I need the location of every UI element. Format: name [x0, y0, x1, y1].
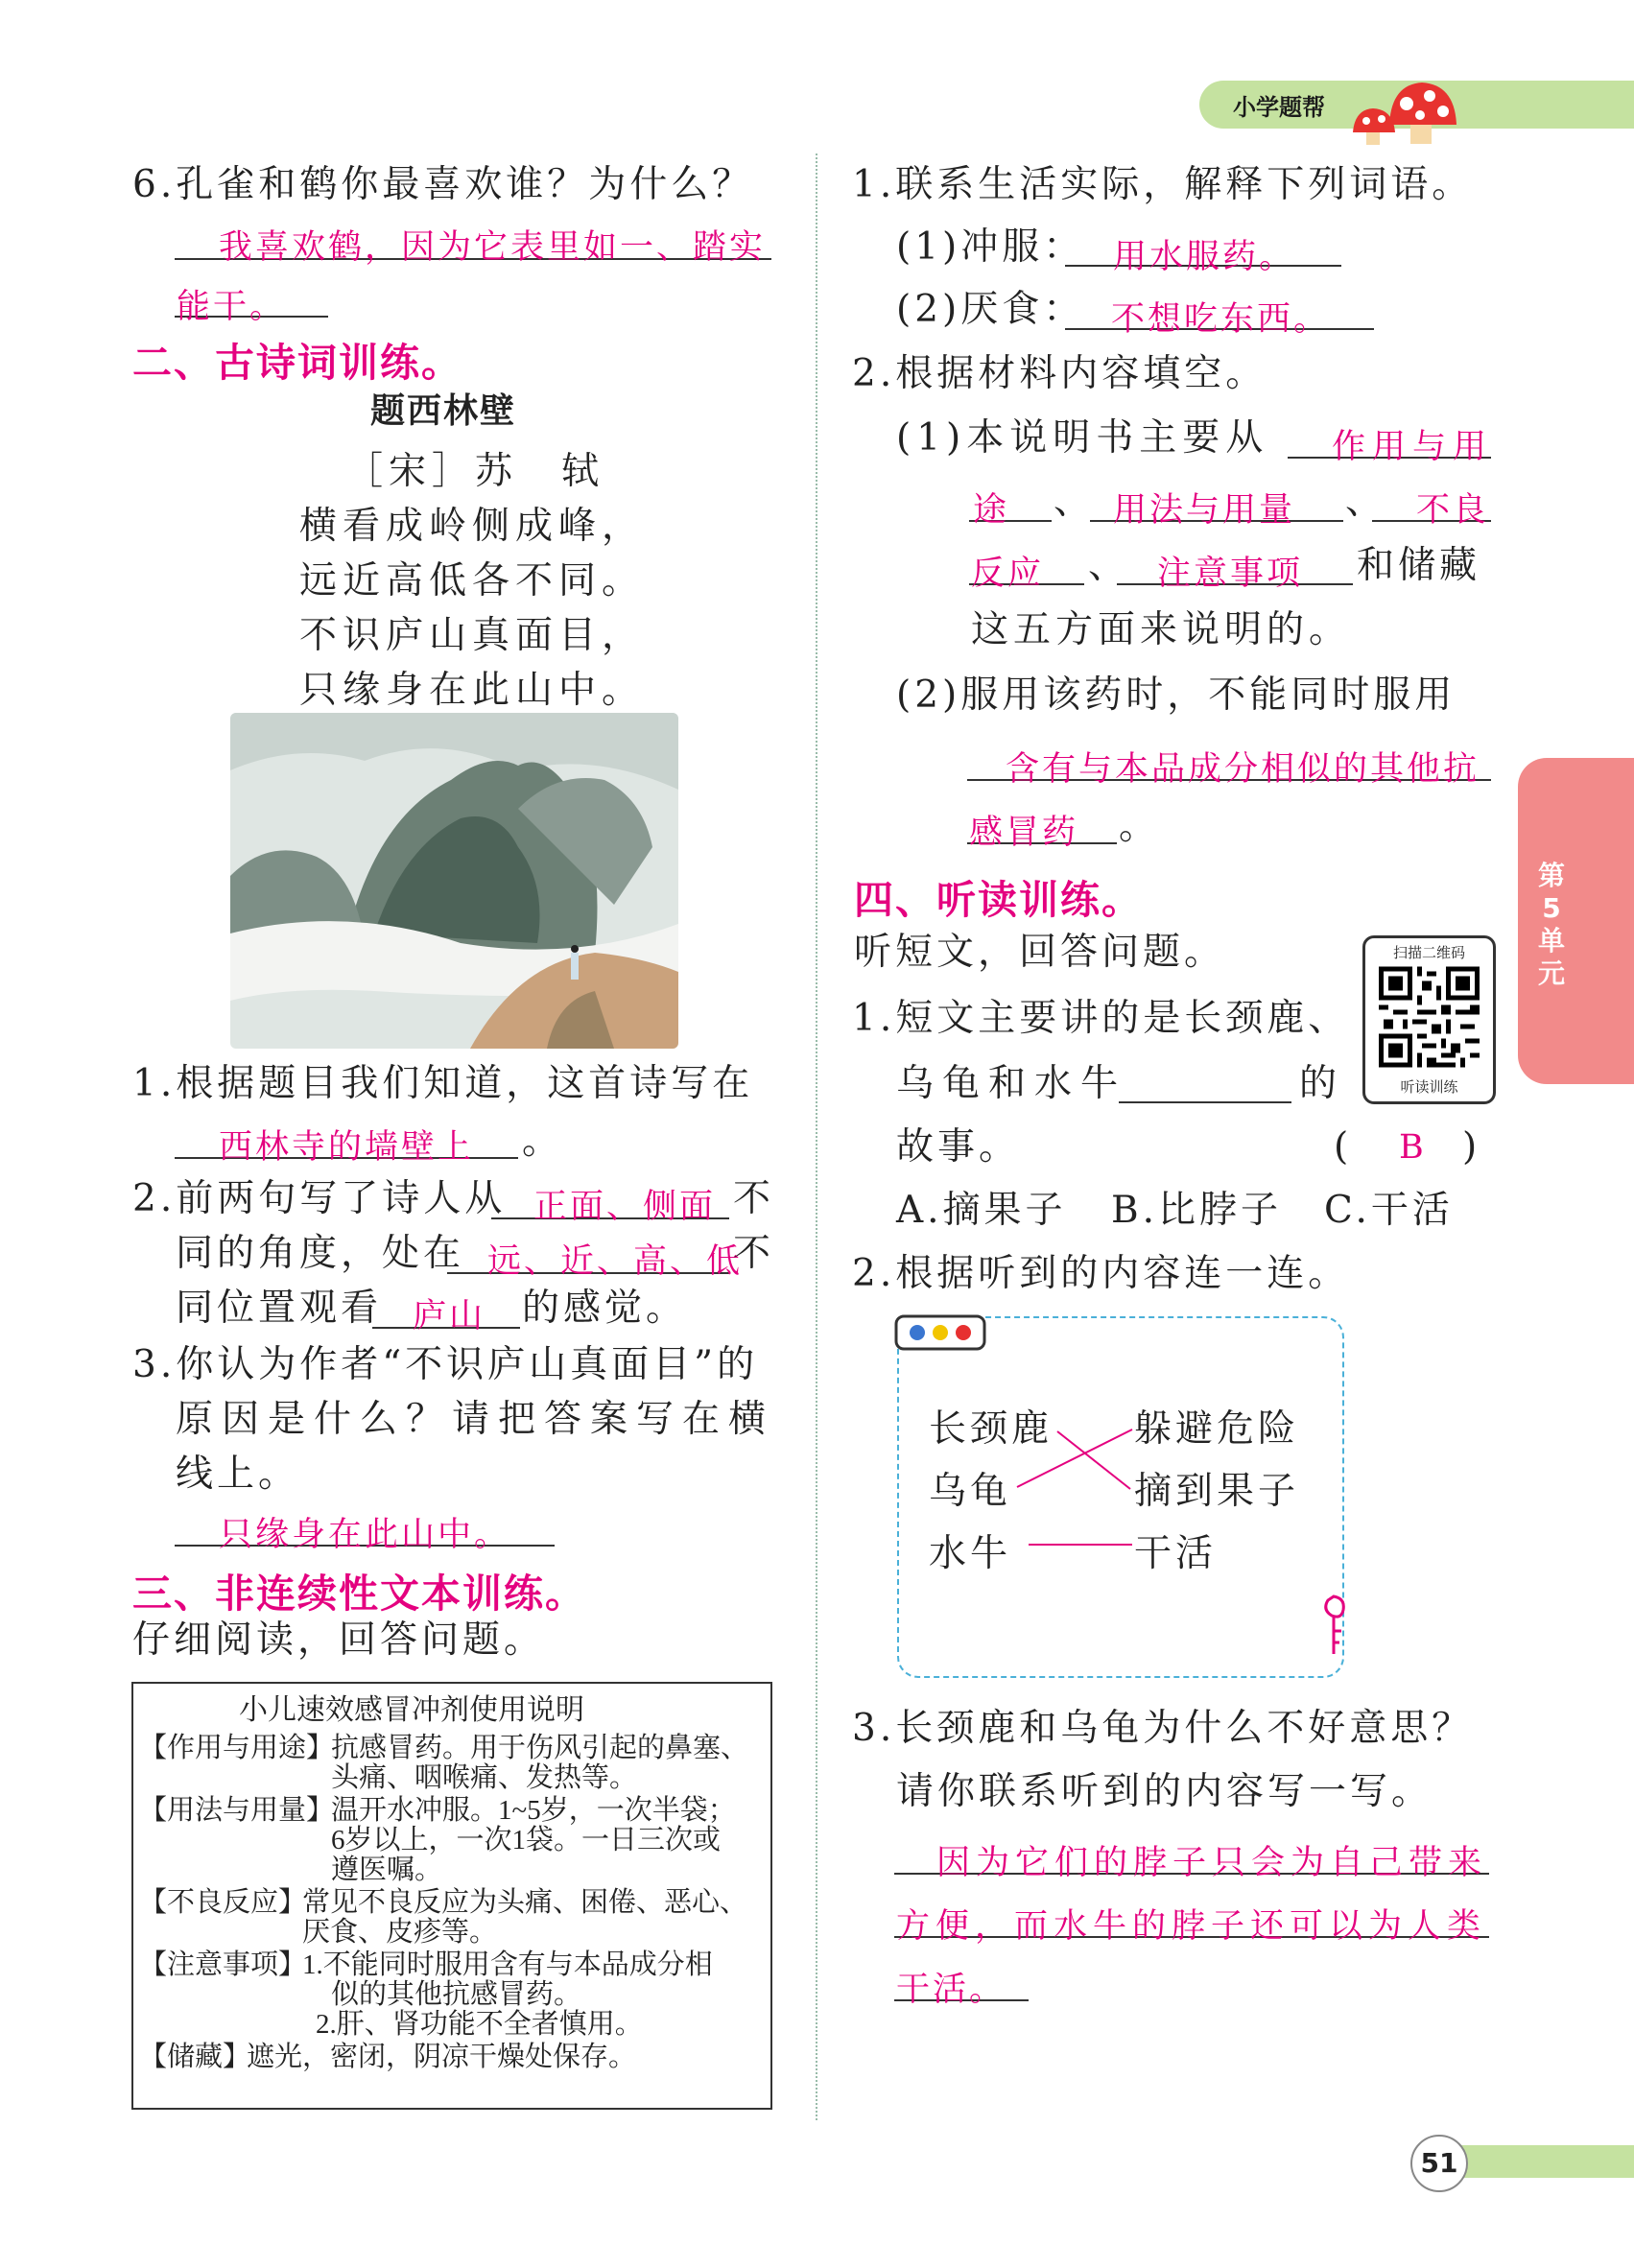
text: 乌龟和水牛	[896, 1062, 1127, 1105]
answer-text: 不想吃东西。	[1111, 300, 1331, 339]
answer-text: 我喜欢鹤，因为它表里如一、踏实	[219, 228, 767, 267]
poem-title: 题西林壁	[370, 391, 517, 431]
answer-text: 正面、侧面	[533, 1188, 717, 1226]
box-text: 2.肝、肾功能不全者慎用。	[316, 2009, 643, 2040]
qr-top-label: 扫描二维码	[1392, 944, 1465, 961]
text: 原因是什么？请把答案写在横	[176, 1398, 775, 1441]
question-1: 1.联系生活实际，解释下列词语。	[852, 163, 1474, 206]
question-1: 1.短文主要讲的是长颈鹿、	[852, 997, 1350, 1040]
box-text: 常见不良反应为头痛、困倦、恶心、	[302, 1887, 748, 1918]
unit-tab-label: 第5单元	[1537, 860, 1565, 989]
answer-text: 只缘身在此山中。	[219, 1516, 511, 1554]
poem-line: 只缘身在此山中。	[299, 669, 646, 712]
instruction: 听短文，回答问题。	[854, 931, 1226, 974]
question-2: 2.前两句写了诗人从	[132, 1177, 507, 1220]
answer-text: 庐山	[413, 1297, 486, 1335]
box-label: 【作用与用途】	[139, 1733, 335, 1763]
box-text: 头痛、咽喉痛、发热等。	[331, 1762, 638, 1793]
match-left-item: 水牛	[929, 1532, 1012, 1575]
text: 故事。	[896, 1125, 1021, 1169]
text: 请你联系听到的内容写一写。	[896, 1770, 1433, 1813]
box-text: 似的其他抗感冒药。	[331, 1979, 582, 2010]
instruction: 仔细阅读，回答问题。	[132, 1618, 546, 1662]
answer-choice: B	[1399, 1128, 1427, 1167]
box-text: 抗感冒药。用于伤风引起的鼻塞、	[331, 1733, 749, 1763]
answer-text: 用水服药。	[1113, 238, 1296, 276]
question-2: 2.根据听到的内容连一连。	[852, 1252, 1350, 1295]
instructions-box	[131, 1682, 772, 2110]
mushroom-icon	[1343, 56, 1468, 147]
question-6: 6.孔雀和鹤你最喜欢谁？为什么？	[132, 163, 754, 206]
text: 不	[733, 1232, 775, 1275]
answer-text: 方便，而水牛的脖子还可以为人类	[896, 1907, 1487, 1946]
separator: 、	[1088, 544, 1130, 587]
punctuation: 。	[522, 1120, 564, 1163]
lushan-painting	[230, 713, 678, 1049]
option-b: B.比脖子	[1111, 1189, 1283, 1232]
section-heading: 二、古诗词训练。	[132, 340, 462, 386]
qr-code[interactable]	[1362, 935, 1496, 1104]
box-label: 【用法与用量】	[139, 1795, 335, 1826]
answer-text: 西林寺的墙壁上	[219, 1128, 475, 1167]
match-right-item: 干活	[1134, 1532, 1218, 1575]
separator: 、	[1345, 480, 1387, 523]
option-a: A.摘果子	[896, 1189, 1067, 1232]
text: (1)本说明书主要从	[896, 416, 1269, 460]
separator: 、	[1054, 480, 1096, 523]
box-text: 遵医嘱。	[331, 1855, 443, 1885]
box-label: 【不良反应】	[139, 1887, 307, 1918]
answer-text: 远、近、高、低	[487, 1242, 744, 1281]
footer-bar	[1439, 2145, 1634, 2178]
poem-line: 横看成岭侧成峰，	[299, 505, 646, 548]
header-title: 小学题帮	[1233, 94, 1325, 121]
text: 同的角度，处在	[176, 1232, 465, 1275]
key-icon	[1314, 1593, 1353, 1660]
question-3: 3.长颈鹿和乌龟为什么不好意思？	[852, 1707, 1474, 1750]
section-heading: 三、非连续性文本训练。	[132, 1571, 586, 1617]
text: 这五方面来说明的。	[971, 608, 1352, 651]
question-3: 3.你认为作者“不识庐山真面目”的	[132, 1343, 759, 1386]
column-divider	[816, 154, 817, 2120]
qr-bottom-label: 听读训练	[1400, 1078, 1458, 1096]
poem-line: 不识庐山真面目，	[299, 614, 646, 657]
page-number: 51	[1420, 2147, 1458, 2179]
box-label: 【储藏】	[139, 2042, 251, 2072]
answer-text: 能干。	[177, 288, 287, 326]
text: 和储藏	[1357, 544, 1481, 587]
paren-close: )	[1462, 1125, 1481, 1169]
poem-line: 远近高低各不同。	[299, 559, 646, 602]
traffic-light-icon	[890, 1312, 996, 1360]
question-1: 1.根据题目我们知道，这首诗写在	[132, 1062, 754, 1105]
text: 同位置观看	[176, 1287, 383, 1330]
answer-text: 用法与用量	[1113, 491, 1296, 530]
answer-text: 因为它们的脖子只会为自己带来	[936, 1844, 1488, 1882]
box-text: 温开水冲服。1~5岁，一次半袋；	[331, 1795, 736, 1826]
match-right-item: 摘到果子	[1134, 1470, 1300, 1513]
box-text: 厌食、皮疹等。	[302, 1917, 498, 1948]
answer-text: 不良	[1416, 491, 1490, 530]
text: 的	[1299, 1062, 1341, 1105]
box-title: 小儿速效感冒冲剂使用说明	[239, 1694, 584, 1726]
answer-text: 含有与本品成分相似的其他抗	[1006, 750, 1480, 789]
punctuation: 。	[1119, 805, 1161, 848]
text: 的感觉。	[522, 1287, 688, 1330]
box-text: 遮光，密闭，阴凉干燥处保存。	[247, 2042, 637, 2072]
qr-icon	[1379, 963, 1480, 1071]
match-left-item: 长颈鹿	[929, 1407, 1054, 1451]
section-heading: 四、听读训练。	[854, 877, 1143, 923]
text: 线上。	[176, 1453, 300, 1496]
matching-lines	[1007, 1410, 1142, 1564]
answer-text: 感冒药	[969, 814, 1079, 852]
answer-text: 反应	[971, 555, 1045, 593]
word-label: (2)厌食：	[896, 288, 1085, 331]
option-c: C.干活	[1324, 1189, 1454, 1232]
question-2: 2.根据材料内容填空。	[852, 352, 1267, 395]
box-label: 【注意事项】	[139, 1949, 307, 1980]
text: 不	[733, 1177, 775, 1220]
answer-text: 注意事项	[1157, 555, 1304, 593]
paren-open: (	[1334, 1125, 1353, 1169]
poem-author: ［宋］苏 轼	[345, 450, 605, 493]
word-label: (1)冲服：	[896, 225, 1085, 269]
answer-text: 途	[973, 491, 1010, 530]
answer-text: 干活。	[896, 1971, 1006, 2009]
box-text: 1.不能同时服用含有与本品成分相	[302, 1949, 713, 1980]
match-right-item: 躲避危险	[1134, 1407, 1300, 1451]
box-text: 6岁以上，一次1袋。一日三次或	[331, 1825, 722, 1855]
answer-text: 作用与用	[1332, 428, 1494, 466]
match-left-item: 乌龟	[929, 1470, 1012, 1513]
text: (2)服用该药时，不能同时服用	[896, 673, 1456, 717]
answer-line	[1119, 1101, 1291, 1103]
